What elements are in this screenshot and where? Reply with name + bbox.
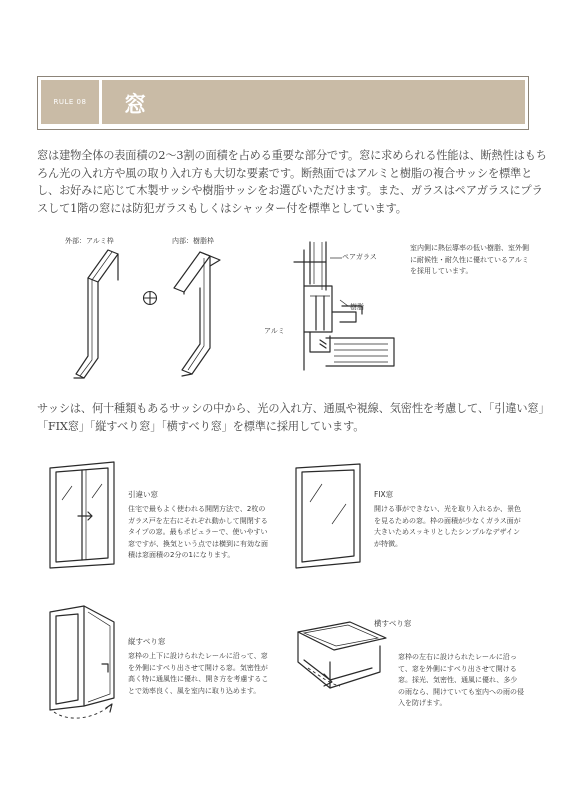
pair-glass-label: ペアガラス (342, 253, 377, 261)
resin-frame-sketch (168, 248, 238, 388)
fix-desc: 開ける事ができない、光を取り入れるか、景色を見るための窓。枠の面積が少なくガラス面が大きいためスッキリとしたシンプルなデザインが特徴。 (374, 505, 521, 548)
sash-section-detail (286, 240, 396, 370)
plus-symbol (140, 288, 160, 308)
intro-paragraph: 窓は建物全体の表面積の2〜3割の面積を占める重要な部分です。窓に求められる性能は、断熱性はもちろん光の入れ方や風の取り入れ方も大切な要素です。断熱面ではアルミと樹脂の複合サッシを標準とし、お好みに応じて木製サッシや樹脂サッシをお選びいただけます。また、ガラスはペアガラスにプラスして1階の窓には防犯ガラスもしくはシャッター付を標準としています。 (37, 149, 547, 215)
alumi-label: アルミ (264, 327, 285, 335)
title-band (102, 80, 525, 124)
sash-note: 室内側に熱伝導率の低い樹脂、室外側に耐候性・耐久性に優れているアルミを採用しています。 (410, 244, 529, 275)
resin-label: 樹脂 (350, 303, 364, 311)
rule-tag: RULE 08 (41, 80, 99, 124)
hikichigai-window-sketch (44, 460, 120, 570)
fix-window-sketch (290, 462, 366, 570)
inner-frame-label: 内部：樹脂枠 (172, 237, 214, 245)
tate-suberi-window-sketch (44, 604, 124, 724)
yoko-suberi-title: 横すべり窓 (374, 619, 412, 628)
tate-suberi-title: 縦すべり窓 (128, 637, 166, 646)
hikichigai-desc: 住宅で最もよく使われる開閉方法で、2枚のガラス戸を左右にそれぞれ動かして開閉するタイプの窓。最もポピュラーで、使いやすい窓ですが、換気という点では横到に有効な面積は窓面積の2分の1になります。 (128, 505, 268, 559)
tate-suberi-desc: 窓枠の上下に設けられたレールに沿って、窓を外側にすべり出させて開ける窓。気密性が高く特に通風性に優れ、開き方を考慮することで効率良く、風を室内に取り込めます。 (128, 652, 269, 695)
fix-title: FIX窓 (374, 490, 394, 499)
hikichigai-title: 引違い窓 (128, 490, 158, 499)
outer-frame-label: 外部：アルミ枠 (65, 237, 114, 245)
sash-types-paragraph: サッシは、何十種類もあるサッシの中から、光の入れ方、通風や視線、気密性を考慮して、「引違い窓」「FIX窓」「縦すべり窓」「横すべり窓」を標準に採用しています。 (37, 402, 544, 433)
rule-header (37, 76, 529, 130)
yoko-suberi-desc: 窓枠の左右に設けられたレールに沿って、窓を外側にすべり出させて開ける窓。採光、気密性、通風に優れ、多少の雨なら、開けていても室内への雨の侵入を防げます。 (398, 653, 524, 707)
alumi-frame-sketch (70, 248, 140, 388)
page-title: 窓 (124, 92, 147, 118)
